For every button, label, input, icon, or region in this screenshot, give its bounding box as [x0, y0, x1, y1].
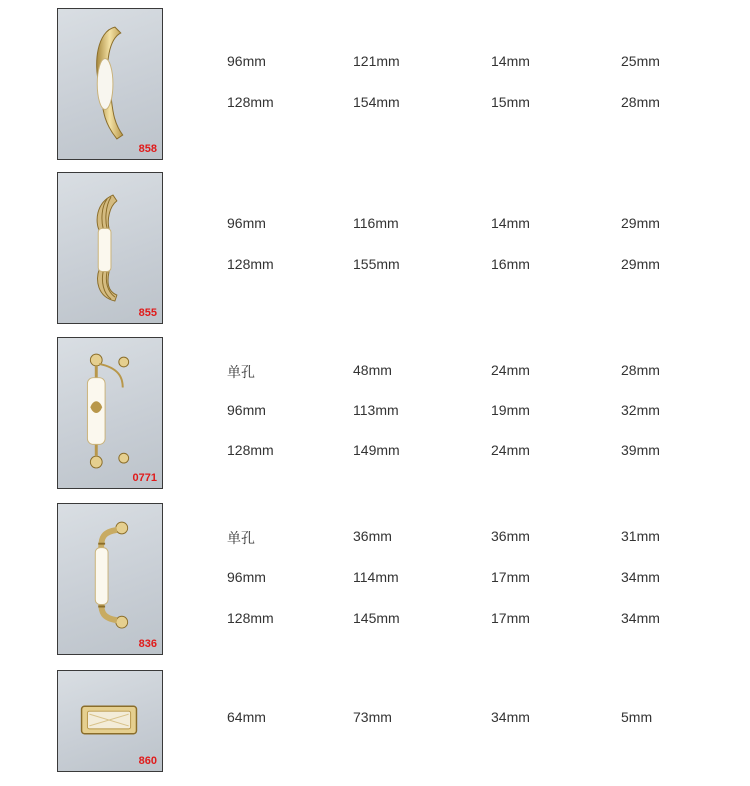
- spec-hole-distance: 单孔: [227, 364, 255, 380]
- ceramic-bar-handle-icon: [58, 504, 162, 654]
- product-image-860: [57, 670, 163, 772]
- product-code: 855: [138, 307, 157, 319]
- product-code: 860: [138, 755, 157, 767]
- spec-width: 15mm: [491, 94, 530, 110]
- spec-width: 36mm: [491, 528, 530, 544]
- spec-height: 34mm: [621, 610, 660, 626]
- spec-width: 34mm: [491, 709, 530, 725]
- spec-hole-distance: 64mm: [227, 709, 266, 725]
- spec-height: 5mm: [621, 709, 653, 725]
- spec-length: 145mm: [353, 610, 400, 626]
- spec-length: 121mm: [353, 53, 400, 69]
- spec-width: 24mm: [491, 362, 530, 378]
- product-code: 0771: [132, 472, 157, 484]
- spec-length: 114mm: [353, 569, 399, 585]
- spec-height: 28mm: [621, 362, 660, 378]
- product-code: 836: [138, 638, 157, 650]
- spec-length: 154mm: [353, 94, 400, 110]
- spec-hole-distance: 128mm: [227, 256, 274, 272]
- product-code: 858: [138, 143, 157, 155]
- spec-hole-distance: 128mm: [227, 442, 274, 458]
- spec-height: 29mm: [621, 215, 660, 231]
- spec-length: 73mm: [353, 709, 392, 725]
- spec-height: 29mm: [621, 256, 660, 272]
- spec-length: 116mm: [353, 215, 399, 231]
- spec-height: 39mm: [621, 442, 660, 458]
- spec-hole-distance: 96mm: [227, 215, 266, 231]
- spec-width: 19mm: [491, 402, 530, 418]
- spec-length: 113mm: [353, 402, 399, 418]
- spec-width: 24mm: [491, 442, 530, 458]
- spec-width: 14mm: [491, 215, 530, 231]
- spec-length: 48mm: [353, 362, 392, 378]
- spec-height: 31mm: [621, 528, 660, 544]
- spec-width: 14mm: [491, 53, 530, 69]
- spec-length: 149mm: [353, 442, 400, 458]
- spec-height: 34mm: [621, 569, 660, 585]
- spec-hole-distance: 96mm: [227, 569, 266, 585]
- spec-length: 36mm: [353, 528, 392, 544]
- spec-height: 28mm: [621, 94, 660, 110]
- spec-width: 16mm: [491, 256, 530, 272]
- spec-hole-distance: 128mm: [227, 94, 274, 110]
- spec-hole-distance: 单孔: [227, 530, 255, 546]
- spec-height: 32mm: [621, 402, 660, 418]
- spec-hole-distance: 96mm: [227, 53, 266, 69]
- spec-width: 17mm: [491, 610, 530, 626]
- spec-width: 17mm: [491, 569, 530, 585]
- spec-hole-distance: 96mm: [227, 402, 266, 418]
- ceramic-floral-handle-icon: [58, 338, 162, 488]
- spec-length: 155mm: [353, 256, 400, 272]
- spec-hole-distance: 128mm: [227, 610, 274, 626]
- gold-bow-handle-icon: [58, 9, 162, 159]
- product-image-858: [57, 8, 163, 160]
- spec-height: 25mm: [621, 53, 660, 69]
- gold-fluted-handle-icon: [58, 173, 162, 323]
- product-image-0771: [57, 337, 163, 489]
- product-image-836: [57, 503, 163, 655]
- product-image-855: [57, 172, 163, 324]
